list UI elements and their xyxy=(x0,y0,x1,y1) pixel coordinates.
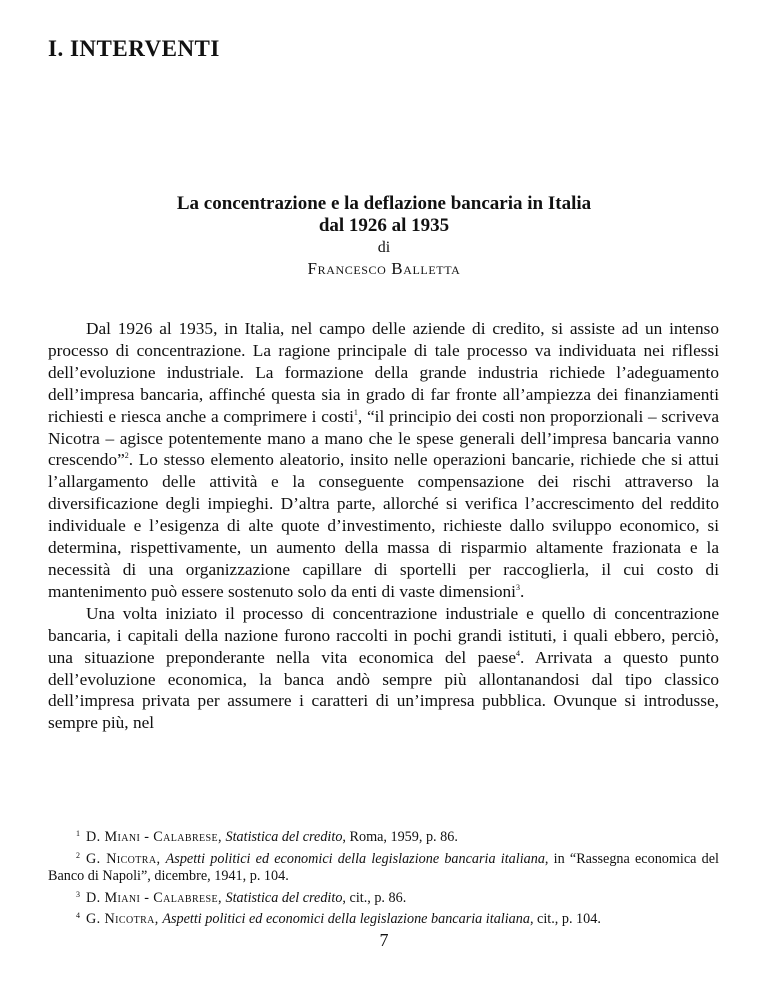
footnote-rest: , cit., p. 104. xyxy=(529,911,601,927)
footnote-ref: 3 xyxy=(515,582,520,592)
footnote-3 xyxy=(48,886,719,908)
body-paragraph-1 xyxy=(48,318,719,603)
footnote-work: Statistica del credito xyxy=(225,889,343,906)
article-title-line-2: dal 1926 al 1935 xyxy=(318,215,450,236)
footnotes xyxy=(48,825,719,929)
section-heading: I. INTERVENTI xyxy=(48,36,220,61)
footnote-number: 2 xyxy=(76,850,80,860)
text-run: Una volta iniziato il processo di concentrazione industriale e quello di concentrazione bancaria, i capitali della nazione furono raccolti in pochi grandi istituti, i quali ebbero, perciò, una situazione preponderante nella vita economica del paese xyxy=(48,603,719,667)
footnote-work: Aspetti politici ed economici della legislazione bancaria italiana xyxy=(165,850,545,867)
text-run: . xyxy=(519,581,525,601)
footnote-number: 1 xyxy=(76,829,80,838)
footnote-rest: , in “Rassegna economica del Banco di Napoli”, dicembre, 1941, p. 104. xyxy=(48,850,720,884)
footnote-1 xyxy=(48,825,719,847)
text-run: , “il principio dei costi non proporzionali – scriveva Nicotra – agisce potentemente mano a mano che le spese generali dell’impresa bancaria vanno crescendo” xyxy=(48,406,719,470)
byline-di: di xyxy=(377,239,391,256)
page-number: 7 xyxy=(379,930,389,950)
footnote-4 xyxy=(48,907,719,929)
footnote-author: D. Miani - Calabrese, xyxy=(86,889,222,906)
footnote-work: Statistica del credito xyxy=(225,829,343,845)
footnote-ref: 4 xyxy=(516,648,520,658)
article-body xyxy=(48,318,719,734)
footnote-ref: 2 xyxy=(124,451,129,461)
footnote-rest: , Roma, 1959, p. 86. xyxy=(342,829,458,845)
footnote-author: G. Nicotra, xyxy=(86,911,159,927)
footnote-number: 3 xyxy=(76,889,80,899)
footnote-ref: 1 xyxy=(353,407,358,417)
footnote-rest: , cit., p. 86. xyxy=(342,889,407,906)
text-run: Dal 1926 al 1935, in Italia, nel campo delle aziende di credito, si assiste ad un intenso processo di concentrazione. La ragione principale di tale processo va individuata nei riflessi dell’evoluzione industriale. La formazione della grande industria richiede l’adeguamento dell’impresa bancaria, affinché questa sia in grado di far fronte all’ampiezza dei finanziamenti richiesti e riesca anche a comprimere i costi xyxy=(48,319,719,426)
text-run: . Lo stesso elemento aleatorio, insito nelle operazioni bancarie, richiede che si attui l’allargamento delle attività e la conseguente compensazione dei rischi attraverso la diversificazione degli impieghi. D’altra parte, allorché si verifica l’accrescimento del reddito individuale e l’esigenza di alte quote d’investimento, richieste dallo sviluppo economico, si determina, rispettivamente, un aumento della massa di risparmio altamente frazionata e la necessità di una organizzazione capillare di sportelli per raccoglierla, il cui costo di mantenimento può essere sostenuto solo da enti di vaste dimensioni xyxy=(48,450,719,601)
footnote-2 xyxy=(48,847,719,886)
article-author: Francesco Balletta xyxy=(307,259,461,278)
article-header xyxy=(0,193,768,279)
body-paragraph-2 xyxy=(48,603,719,734)
footnote-work: Aspetti politici ed economici della legislazione bancaria italiana xyxy=(162,911,530,927)
footnote-author: D. Miani - Calabrese, xyxy=(86,829,222,845)
footnote-number: 4 xyxy=(76,911,80,920)
article-title-line-1: La concentrazione e la deflazione bancaria in Italia xyxy=(176,193,592,214)
text-run: . Arrivata a questo punto dell’evoluzione economica, la banca andò sempre più allontanandosi dal tipo classico dell’impresa privata per assumere i caratteri di un’impresa pubblica. Ovunque si introdusse, sempre più, nel xyxy=(48,647,719,733)
footnote-author: G. Nicotra, xyxy=(86,850,161,867)
